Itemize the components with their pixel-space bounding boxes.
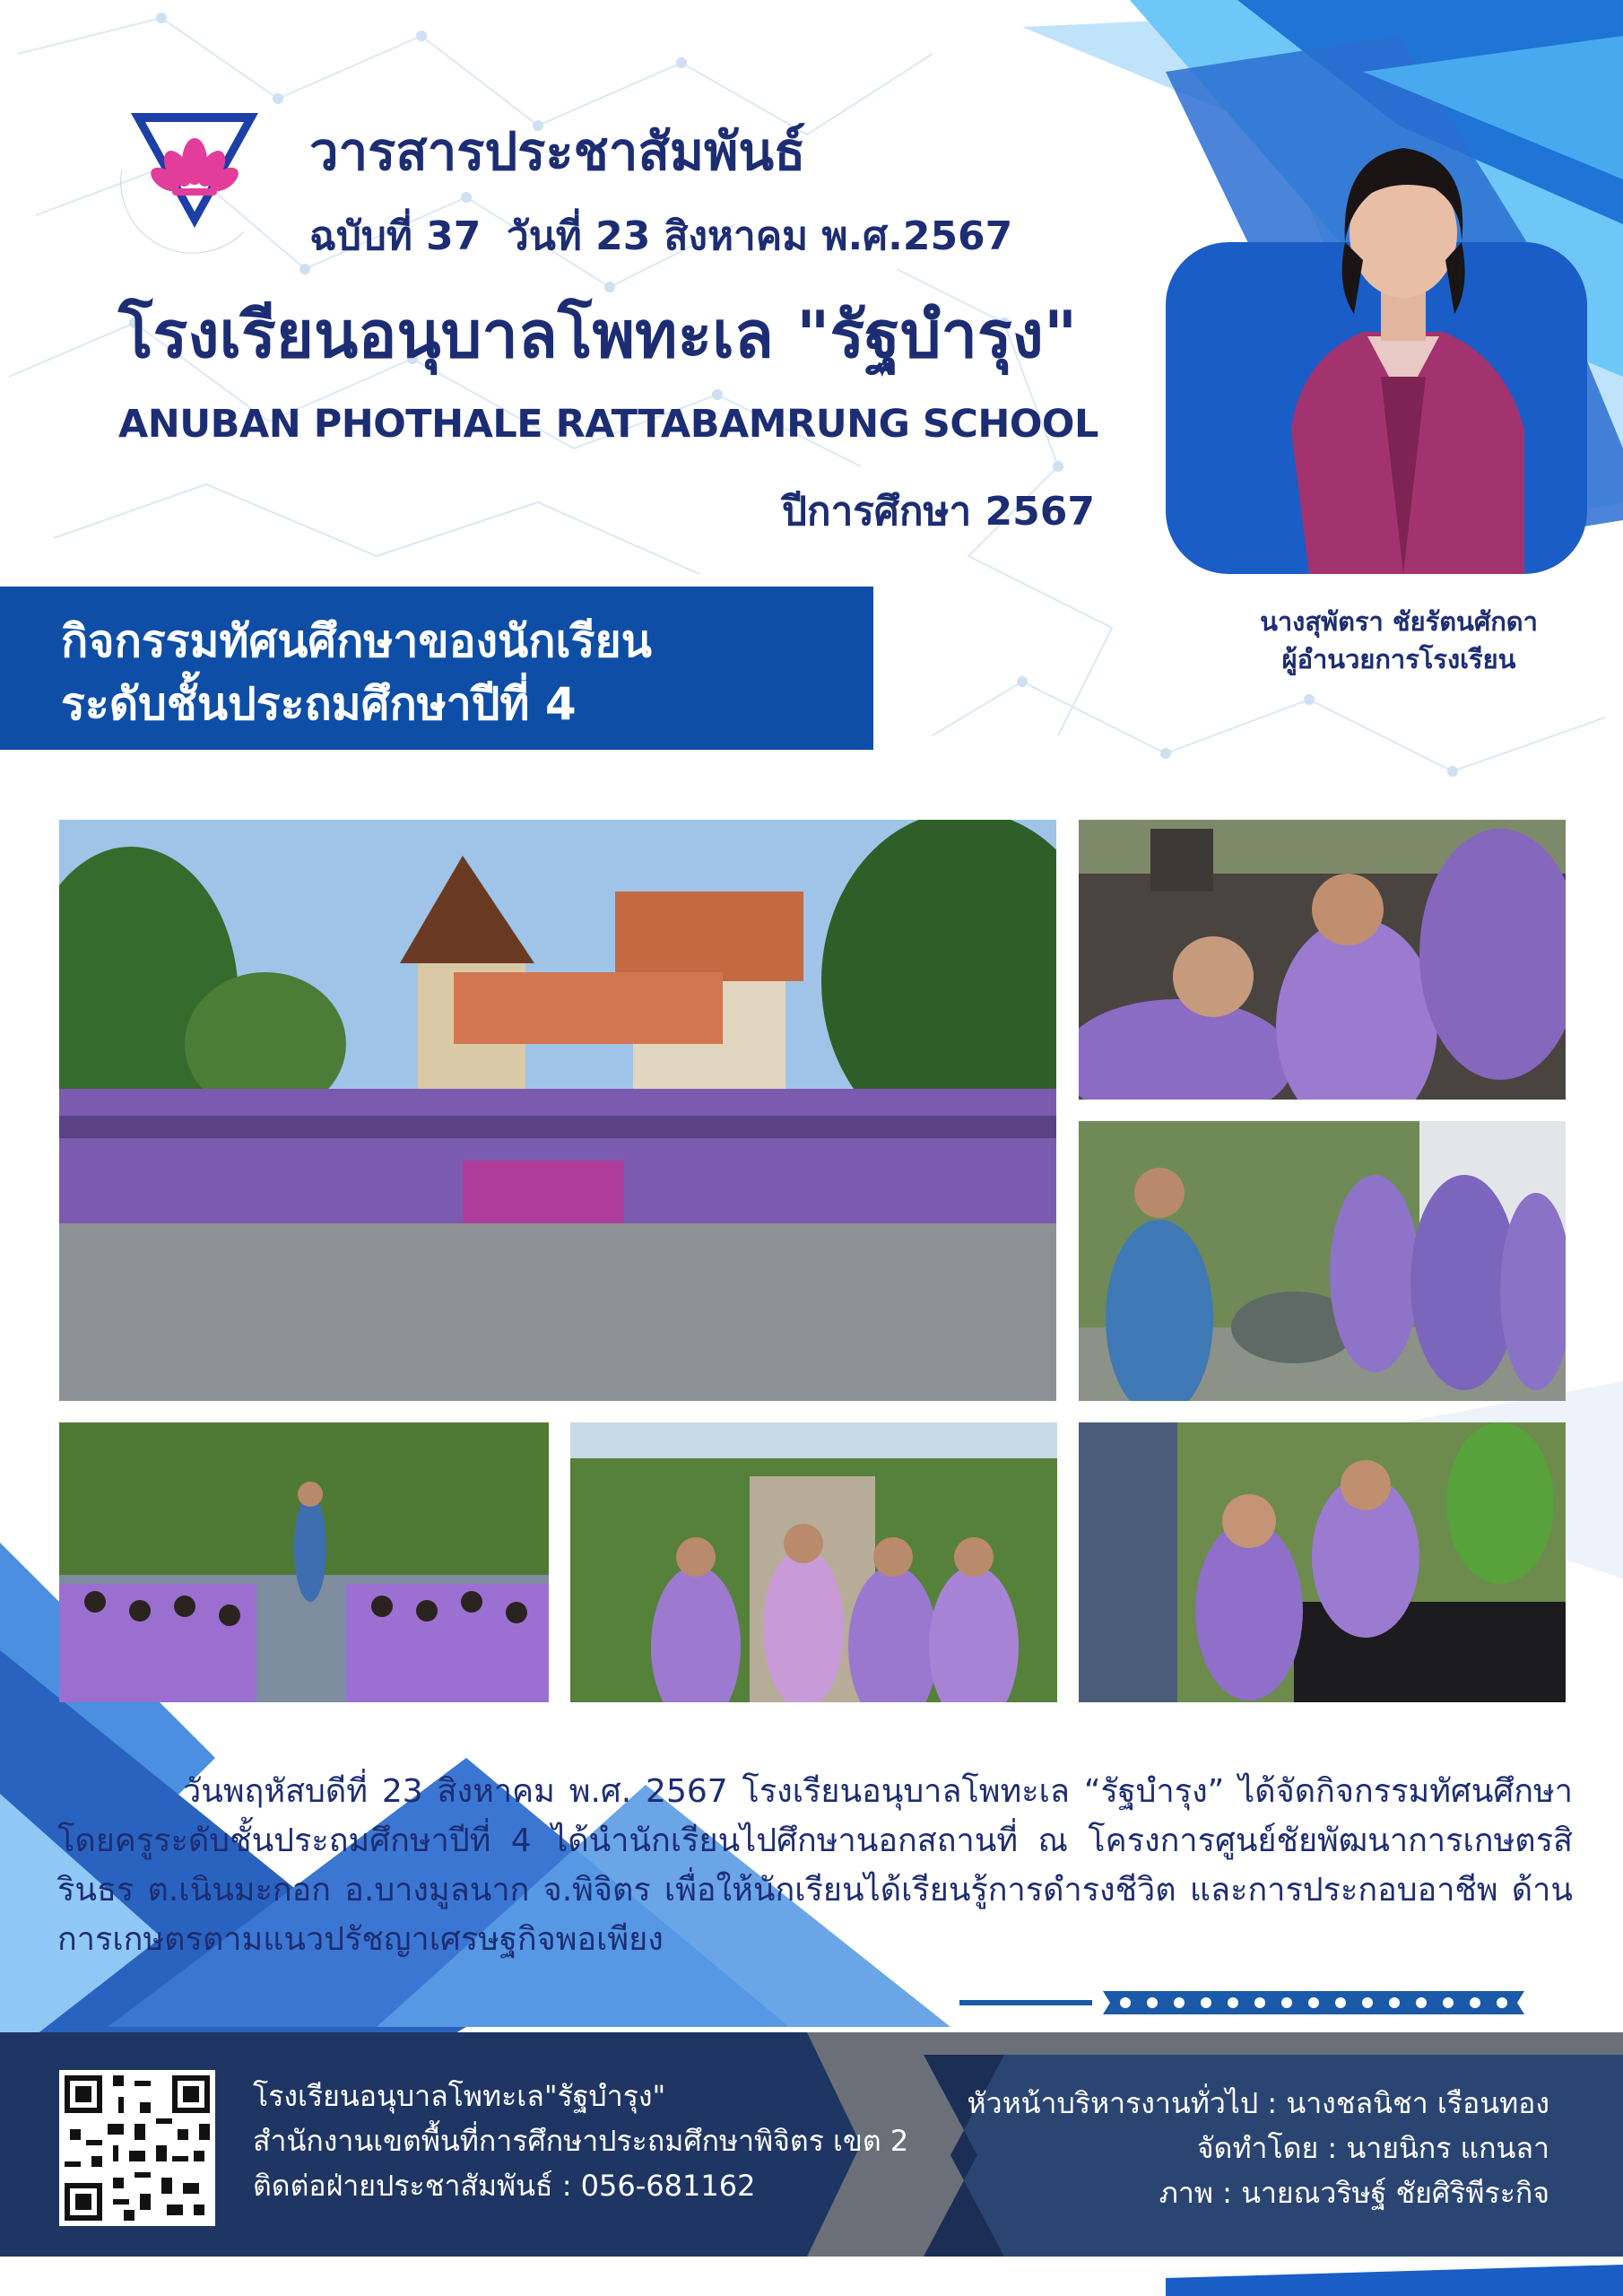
- teacher-demo-photo: [1079, 1121, 1566, 1401]
- school-name-thai: โรงเรียนอนุบาลโพทะเล "รัฐบำรุง": [118, 297, 1078, 372]
- lecture-photo: [59, 1422, 549, 1702]
- footer-phone: ติดต่อฝ่ายประชาสัมพันธ์ : 056-681162: [253, 2169, 756, 2203]
- credit-producer: จัดทำโดย : นายนิกร แกนลา: [1196, 2131, 1549, 2165]
- banner-line-1: กิจกรรมทัศนศึกษาของนักเรียน: [61, 615, 652, 667]
- journal-title: วารสารประชาสัมพันธ์: [309, 121, 806, 182]
- issue-date: วันที่ 23 สิงหาคม พ.ศ.2567: [507, 213, 1013, 259]
- article-text: วันพฤหัสบดีที่ 23 สิงหาคม พ.ศ. 2567 โรงเรียนอนุบาลโพทะเล “รัฐบำรุง” ได้จัดกิจกรรมทัศนศึกษา โดยครูระดับชั้นประถมศึกษาปีที่ 4 ได้นำนักเรียนไปศึกษานอกสถานที่ ณ โครงการศูนย์ชัยพัฒนาการเกษตรสิรินธร ต.เนินมะกอก อ.บางมูลนาก จ.พิจิตร เพื่อให้นักเรียนได้เรียนรู้การดำรงชีวิต และการประกอบอาชีพ ด้านการเกษตรตามแนวปรัชญาเศรษฐกิจพอเพียง: [57, 1773, 1573, 1958]
- footer-contact: [253, 2074, 908, 2208]
- seedlings-photo: [1079, 1422, 1566, 1702]
- director-name: นางสุพัตรา ชัยรัตนศักดา: [1260, 606, 1538, 637]
- footer-credits: [968, 2081, 1550, 2215]
- activity-banner: [0, 587, 873, 750]
- qr-code-icon: [59, 2070, 215, 2226]
- banner-line-2: ระดับชั้นประถมศึกษาปีที่ 4: [61, 678, 577, 730]
- qr-code[interactable]: [59, 2070, 215, 2226]
- issue-number: ฉบับที่ 37: [309, 213, 482, 259]
- academic-year: ปีการศึกษา 2567: [782, 489, 1095, 535]
- credit-photographer: ภาพ : นายณวริษฐ์ ชัยศิริพีระกิจ: [1159, 2176, 1549, 2210]
- director-portrait: [1255, 108, 1551, 574]
- planting-photo: [1079, 820, 1566, 1100]
- article-paragraph: [57, 1767, 1573, 1964]
- footer-office: สำนักงานเขตพื้นที่การศึกษาประถมศึกษาพิจิตร เขต 2: [253, 2124, 909, 2158]
- director-title: ผู้อำนวยการโรงเรียน: [1281, 644, 1516, 674]
- footer-school-name: โรงเรียนอนุบาลโพทะเล"รัฐบำรุง": [253, 2079, 666, 2113]
- school-name-english: ANUBAN PHOTHALE RATTABAMRUNG SCHOOL: [118, 402, 1098, 447]
- walking-photo: [570, 1422, 1057, 1702]
- credit-head-admin: หัวหน้าบริหารงานทั่วไป : นางชลนิชา เรือนทอง: [967, 2086, 1549, 2120]
- school-logo: [109, 106, 262, 258]
- group-photo: [59, 820, 1056, 1401]
